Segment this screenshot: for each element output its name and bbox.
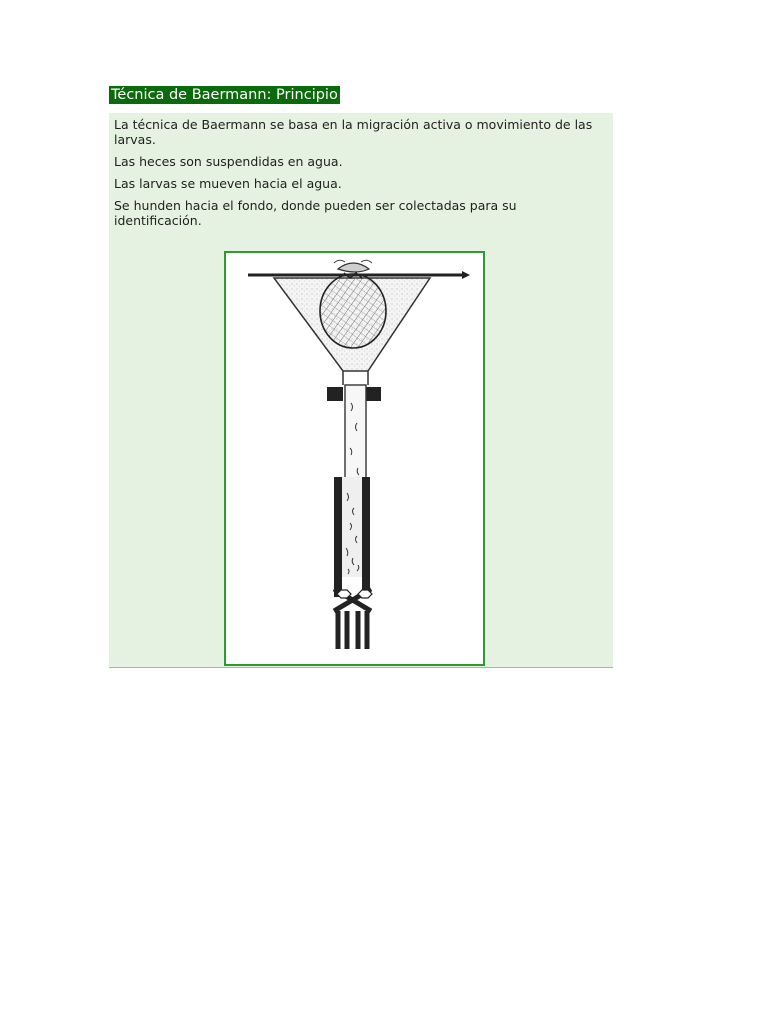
paragraph-collection: Se hunden hacia el fondo, donde pueden ser colectadas para su identificación. bbox=[114, 198, 517, 228]
baermann-apparatus-illustration-icon bbox=[226, 253, 483, 664]
lower-tube bbox=[338, 611, 367, 649]
page-title: Técnica de Baermann: Principio bbox=[111, 87, 338, 103]
paragraph-larvae-movement: Las larvas se mueven hacia el agua. bbox=[114, 176, 342, 191]
paragraph-migration: La técnica de Baermann se basa en la migración activa o movimiento de las larvas. bbox=[114, 117, 593, 147]
rubber-tube bbox=[334, 477, 370, 597]
sample-bag bbox=[320, 260, 386, 348]
paragraph-suspension: Las heces son suspendidas en agua. bbox=[114, 154, 343, 169]
baermann-figure bbox=[224, 251, 485, 666]
description-text bbox=[114, 117, 604, 235]
pinch-clamp bbox=[334, 589, 372, 611]
content-panel bbox=[109, 113, 613, 668]
